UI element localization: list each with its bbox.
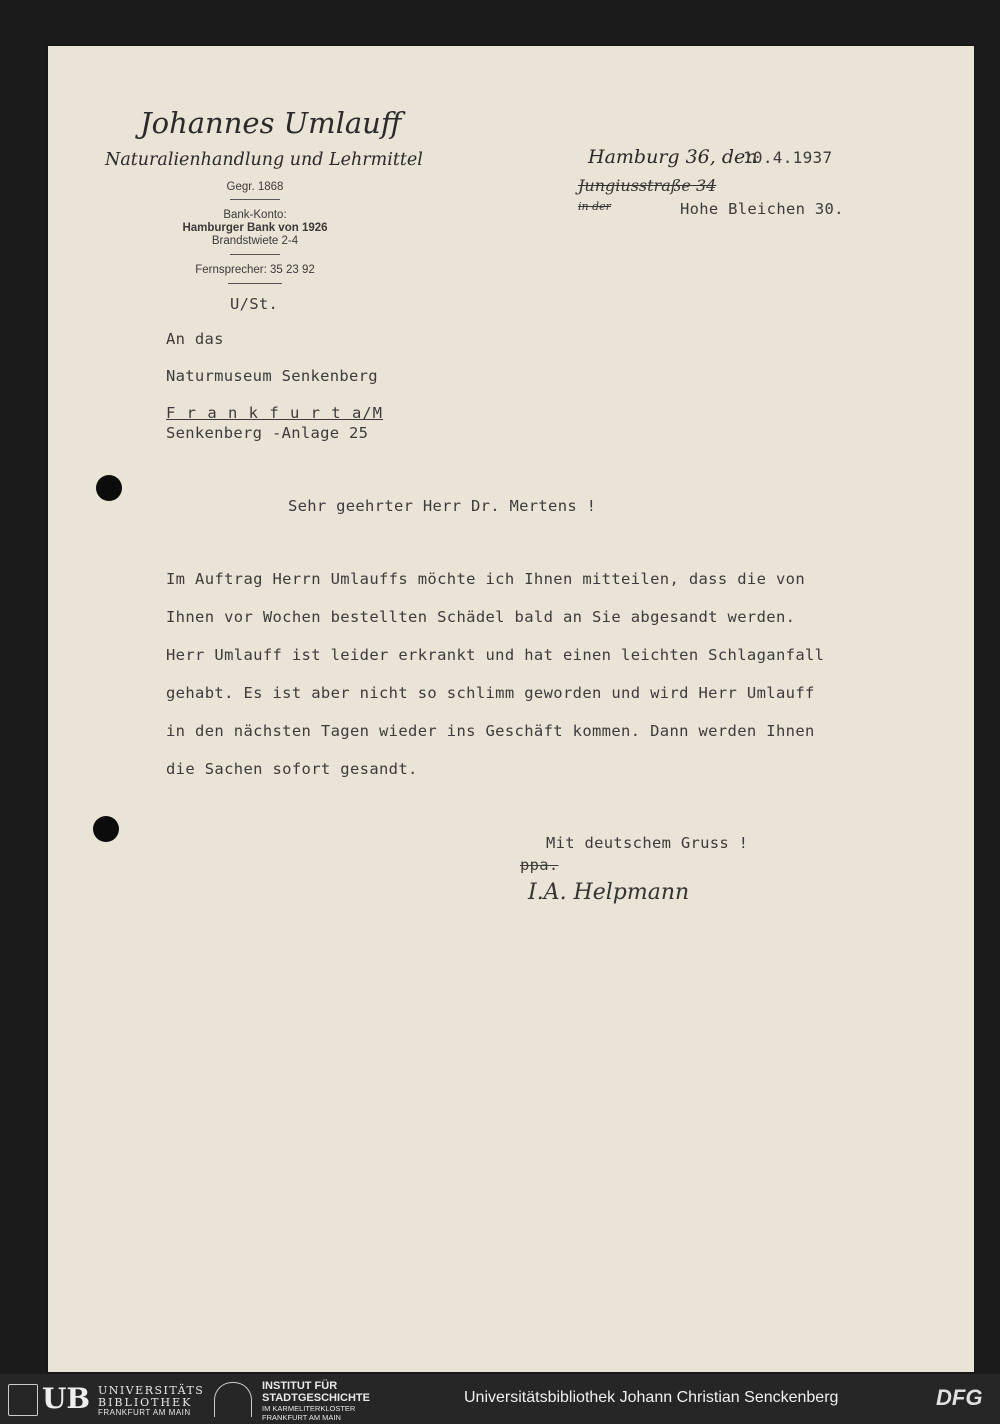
punch-hole-top [96, 475, 122, 501]
body-line: Im Auftrag Herrn Umlauffs möchte ich Ihnen mitteilen, dass die von [166, 570, 805, 588]
ub-text-3: FRANKFURT AM MAIN [98, 1408, 191, 1417]
closing-greeting: Mit deutschem Gruss ! [546, 834, 749, 852]
ub-logo-letters: UB [42, 1382, 91, 1415]
library-name: Universitätsbibliothek Johann Christian Senckenberg [464, 1389, 839, 1406]
company-name: Johannes Umlauff [140, 106, 402, 140]
place-label: Hamburg 36, den [588, 146, 758, 168]
recipient-line-2: Naturmuseum Senkenberg [166, 367, 378, 385]
ub-logo [8, 1382, 98, 1416]
letterhead-divider [228, 283, 282, 284]
recipient-line-4: Senkenberg -Anlage 25 [166, 424, 369, 442]
ppa-struck: ppa. [520, 856, 559, 874]
footer-bar [0, 1374, 1000, 1424]
bank-address: Brandstwiete 2-4 [211, 235, 299, 247]
body-line: die Sachen sofort gesandt. [166, 760, 418, 778]
ub-text-2: BIBLIOTHEK [98, 1396, 193, 1409]
isg-text-3: IM KARMELITERKLOSTER [262, 1404, 356, 1413]
body-line: gehabt. Es ist aber nicht so schlimm geworden und wird Herr Umlauff [166, 684, 815, 702]
signature: I.A. Helpmann [528, 880, 690, 905]
recipient-line-1: An das [166, 330, 224, 348]
old-street-struck: Jungiusstraße 34 [578, 176, 717, 195]
ub-text-1: UNIVERSITÄTS [98, 1384, 205, 1397]
recipient-city: F r a n k f u r t a/M [166, 404, 383, 422]
isg-text-4: FRANKFURT AM MAIN [262, 1413, 341, 1422]
correction-prefix: in der [578, 200, 611, 213]
reference-code: U/St. [230, 295, 279, 313]
letter-page [48, 46, 974, 1372]
body-line: in den nächsten Tagen wieder ins Geschäft kommen. Dann werden Ihnen [166, 722, 815, 740]
founded-year: Gegr. 1868 [226, 181, 284, 193]
dfg-logo: DFG [936, 1385, 983, 1410]
new-street: Hohe Bleichen 30. [680, 200, 844, 218]
isg-text-1: INSTITUT FÜR [262, 1380, 338, 1392]
bank-label: Bank-Konto: [223, 209, 287, 221]
body-line: Herr Umlauff ist leider erkrankt und hat einen leichten Schlaganfall [166, 646, 825, 664]
company-subtitle: Naturalienhandlung und Lehrmittel [105, 150, 423, 170]
ub-seal-icon [8, 1384, 38, 1416]
bank-name: Hamburger Bank von 1926 [182, 222, 328, 234]
letterhead-divider [230, 254, 280, 255]
letterhead-divider [230, 199, 280, 200]
letter-date: 10.4.1937 [743, 148, 833, 167]
salutation: Sehr geehrter Herr Dr. Mertens ! [288, 497, 597, 515]
punch-hole-bottom [93, 816, 119, 842]
phone-number: Fernsprecher: 35 23 92 [195, 264, 315, 276]
isg-text-2: STADTGESCHICHTE [262, 1392, 370, 1404]
body-line: Ihnen vor Wochen bestellten Schädel bald an Sie abgesandt werden. [166, 608, 796, 626]
isg-arch-icon [214, 1382, 252, 1417]
